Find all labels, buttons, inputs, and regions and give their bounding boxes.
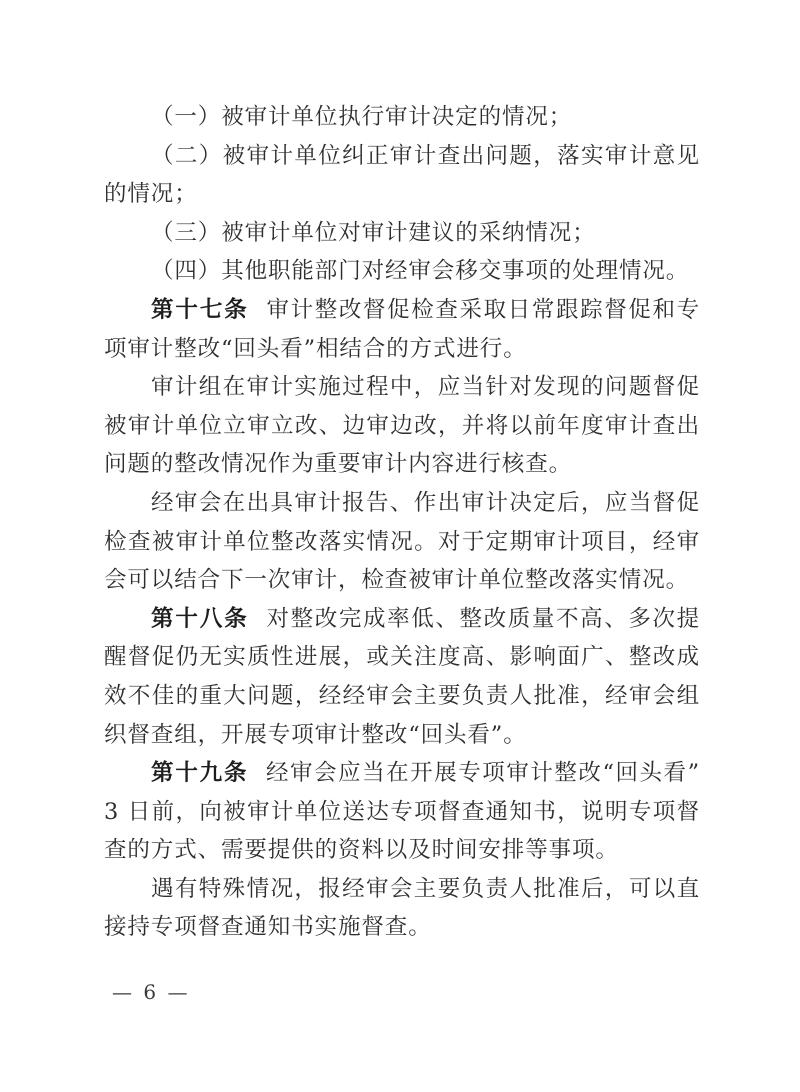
body-paragraph (104, 870, 700, 947)
paragraph-text: 经审会在出具审计报告、作出审计决定后，应当督促检查被审计单位整改落实情况。对于定期审计项目，经审会可以结合下一次审计，检查被审计单位整改落实情况。 (104, 489, 700, 594)
list-item (104, 137, 700, 214)
document-body (104, 98, 700, 947)
article-number: 第十八条 (151, 605, 249, 632)
paragraph-text: （三）被审计单位对审计建议的采纳情况； (151, 219, 596, 246)
list-item (104, 98, 700, 137)
paragraph-text: （四）其他职能部门对经审会移交事项的处理情况。 (151, 258, 690, 285)
article-paragraph (104, 600, 700, 754)
article-paragraph (104, 291, 700, 368)
article-number: 第十七条 (151, 296, 249, 323)
list-item (104, 252, 700, 291)
page-number: — 6 — (112, 980, 190, 1004)
paragraph-text: 审计整改督促检查采取日常跟踪督促和专项审计整改“回头看”相结合的方式进行。 (104, 296, 700, 362)
paragraph-text: 审计组在审计实施过程中，应当针对发现的问题督促被审计单位立审立改、边审边改，并将以前年度审计查出问题的整改情况作为重要审计内容进行核查。 (104, 374, 700, 478)
paragraph-text: （一）被审计单位执行审计决定的情况； (151, 104, 573, 130)
paragraph-text: （二）被审计单位纠正审计查出问题，落实审计意见的情况； (104, 142, 700, 208)
body-paragraph (104, 484, 700, 600)
list-item (104, 214, 700, 253)
article-number: 第十九条 (151, 760, 249, 787)
page-footer (104, 980, 700, 1004)
paragraph-text: 经审会应当在开展专项审计整改“回头看”3 日前，向被审计单位送达专项督查通知书，说明专项督查的方式、需要提供的资料以及时间安排等事项。 (104, 760, 700, 864)
article-paragraph (104, 754, 700, 870)
paragraph-text: 对整改完成率低、整改质量不高、多次提醒督促仍无实质性进展，或关注度高、影响面广、整改成效不佳的重大问题，经经审会主要负责人批准，经审会组织督查组，开展专项审计整改“回头看”。 (104, 605, 700, 748)
paragraph-text: 遇有特殊情况，报经审会主要负责人批准后，可以直接持专项督查通知书实施督查。 (104, 875, 700, 941)
body-paragraph (104, 368, 700, 484)
